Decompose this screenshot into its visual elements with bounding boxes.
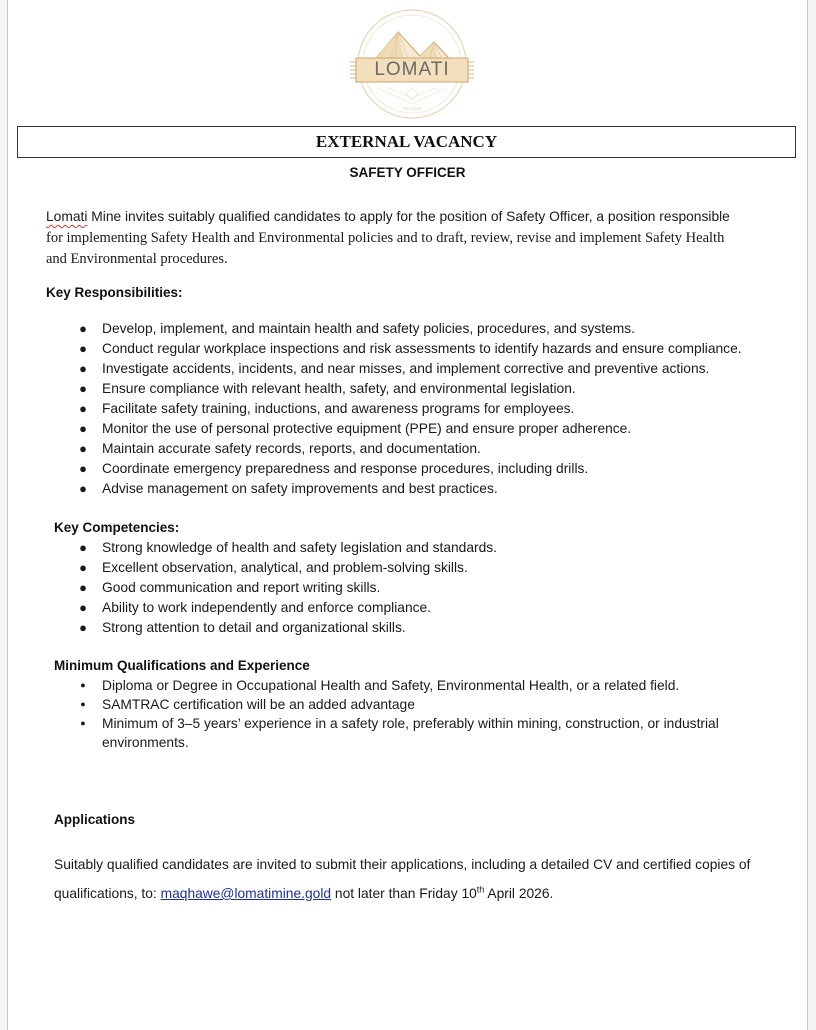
list-item: ● Investigate accidents, incidents, and near misses, and implement corrective and preventive actions. — [78, 359, 742, 379]
applications-paragraph: Suitably qualified candidates are invited to submit their applications, including a detailed CV and certified copies of qualifications, to: maqhawe@lomatimine.gold not later than Friday 10th April 2026. — [54, 857, 751, 901]
list-item: ● Strong knowledge of health and safety legislation and standards. — [78, 538, 497, 558]
bullet-icon: ● — [80, 718, 86, 728]
bullet-icon: ● — [79, 421, 87, 436]
list-item: ● Conduct regular workplace inspections and risk assessments to identify hazards and ensure compliance. — [78, 339, 742, 359]
applications-heading: Applications — [54, 812, 136, 827]
logo-tagline: EST 2015 — [403, 106, 421, 111]
bullet-icon: ● — [79, 461, 87, 476]
logo-text: LOMATI — [374, 59, 450, 80]
responsibilities-heading: Key Responsibilities: — [46, 285, 183, 300]
list-item: ● Diploma or Degree in Occupational Health and Safety, Environmental Health, or a related field. — [78, 676, 778, 695]
bullet-icon: ● — [79, 361, 87, 376]
bullet-icon: ● — [79, 560, 87, 575]
intro-paragraph: Lomati Mine invites suitably qualified candidates to apply for the position of Safety Officer, a position responsible for implementing Safety Health and Environmental policies and to draft, review, revise and implement Safety Health and Environmental procedures. — [46, 209, 730, 267]
bullet-icon: ● — [79, 401, 87, 416]
banner-title: EXTERNAL VACANCY — [315, 132, 498, 151]
list-item: ● Maintain accurate safety records, reports, and documentation. — [78, 439, 742, 459]
list-item: ● Excellent observation, analytical, and problem-solving skills. — [78, 558, 497, 578]
bullet-icon: ● — [79, 620, 87, 635]
list-item: ● Strong attention to detail and organizational skills. — [78, 618, 497, 638]
bullet-icon: ● — [79, 600, 87, 615]
bullet-icon: ● — [80, 699, 86, 709]
email-link[interactable]: maqhawe@lomatimine.gold — [160, 886, 332, 901]
bullet-icon: ● — [80, 680, 86, 690]
bullet-icon: ● — [79, 481, 87, 496]
bullet-icon: ● — [79, 540, 87, 555]
job-title: SAFETY OFFICER — [349, 165, 466, 180]
list-item: ● SAMTRAC certification will be an added advantage — [78, 695, 778, 714]
qualifications-heading: Minimum Qualifications and Experience — [54, 658, 310, 673]
list-item: ● Develop, implement, and maintain health and safety policies, procedures, and systems. — [78, 319, 742, 339]
lomati-logo — [348, 8, 476, 120]
list-item: ● Facilitate safety training, inductions, and awareness programs for employees. — [78, 399, 742, 419]
list-item: ● Minimum of 3–5 years’ experience in a safety role, preferably within mining, construction, or industrial environments. — [78, 714, 778, 752]
list-item: ● Advise management on safety improvements and best practices. — [78, 479, 742, 499]
document-page — [7, 0, 808, 1030]
qualifications-list — [78, 676, 778, 752]
bullet-icon: ● — [79, 580, 87, 595]
bullet-icon: ● — [79, 341, 87, 356]
bullet-icon: ● — [79, 381, 87, 396]
spellcheck-word[interactable]: Lomati — [46, 209, 88, 224]
bullet-icon: ● — [79, 321, 87, 336]
competencies-heading: Key Competencies: — [54, 520, 180, 535]
list-item: ● Coordinate emergency preparedness and response procedures, including drills. — [78, 459, 742, 479]
bullet-icon: ● — [79, 441, 87, 456]
responsibilities-list — [78, 319, 742, 499]
list-item: ● Good communication and report writing skills. — [78, 578, 497, 598]
vacancy-banner — [17, 126, 796, 158]
list-item: ● Monitor the use of personal protective equipment (PPE) and ensure proper adherence. — [78, 419, 742, 439]
list-item: ● Ensure compliance with relevant health, safety, and environmental legislation. — [78, 379, 742, 399]
competencies-list — [78, 538, 497, 638]
list-item: ● Ability to work independently and enforce compliance. — [78, 598, 497, 618]
